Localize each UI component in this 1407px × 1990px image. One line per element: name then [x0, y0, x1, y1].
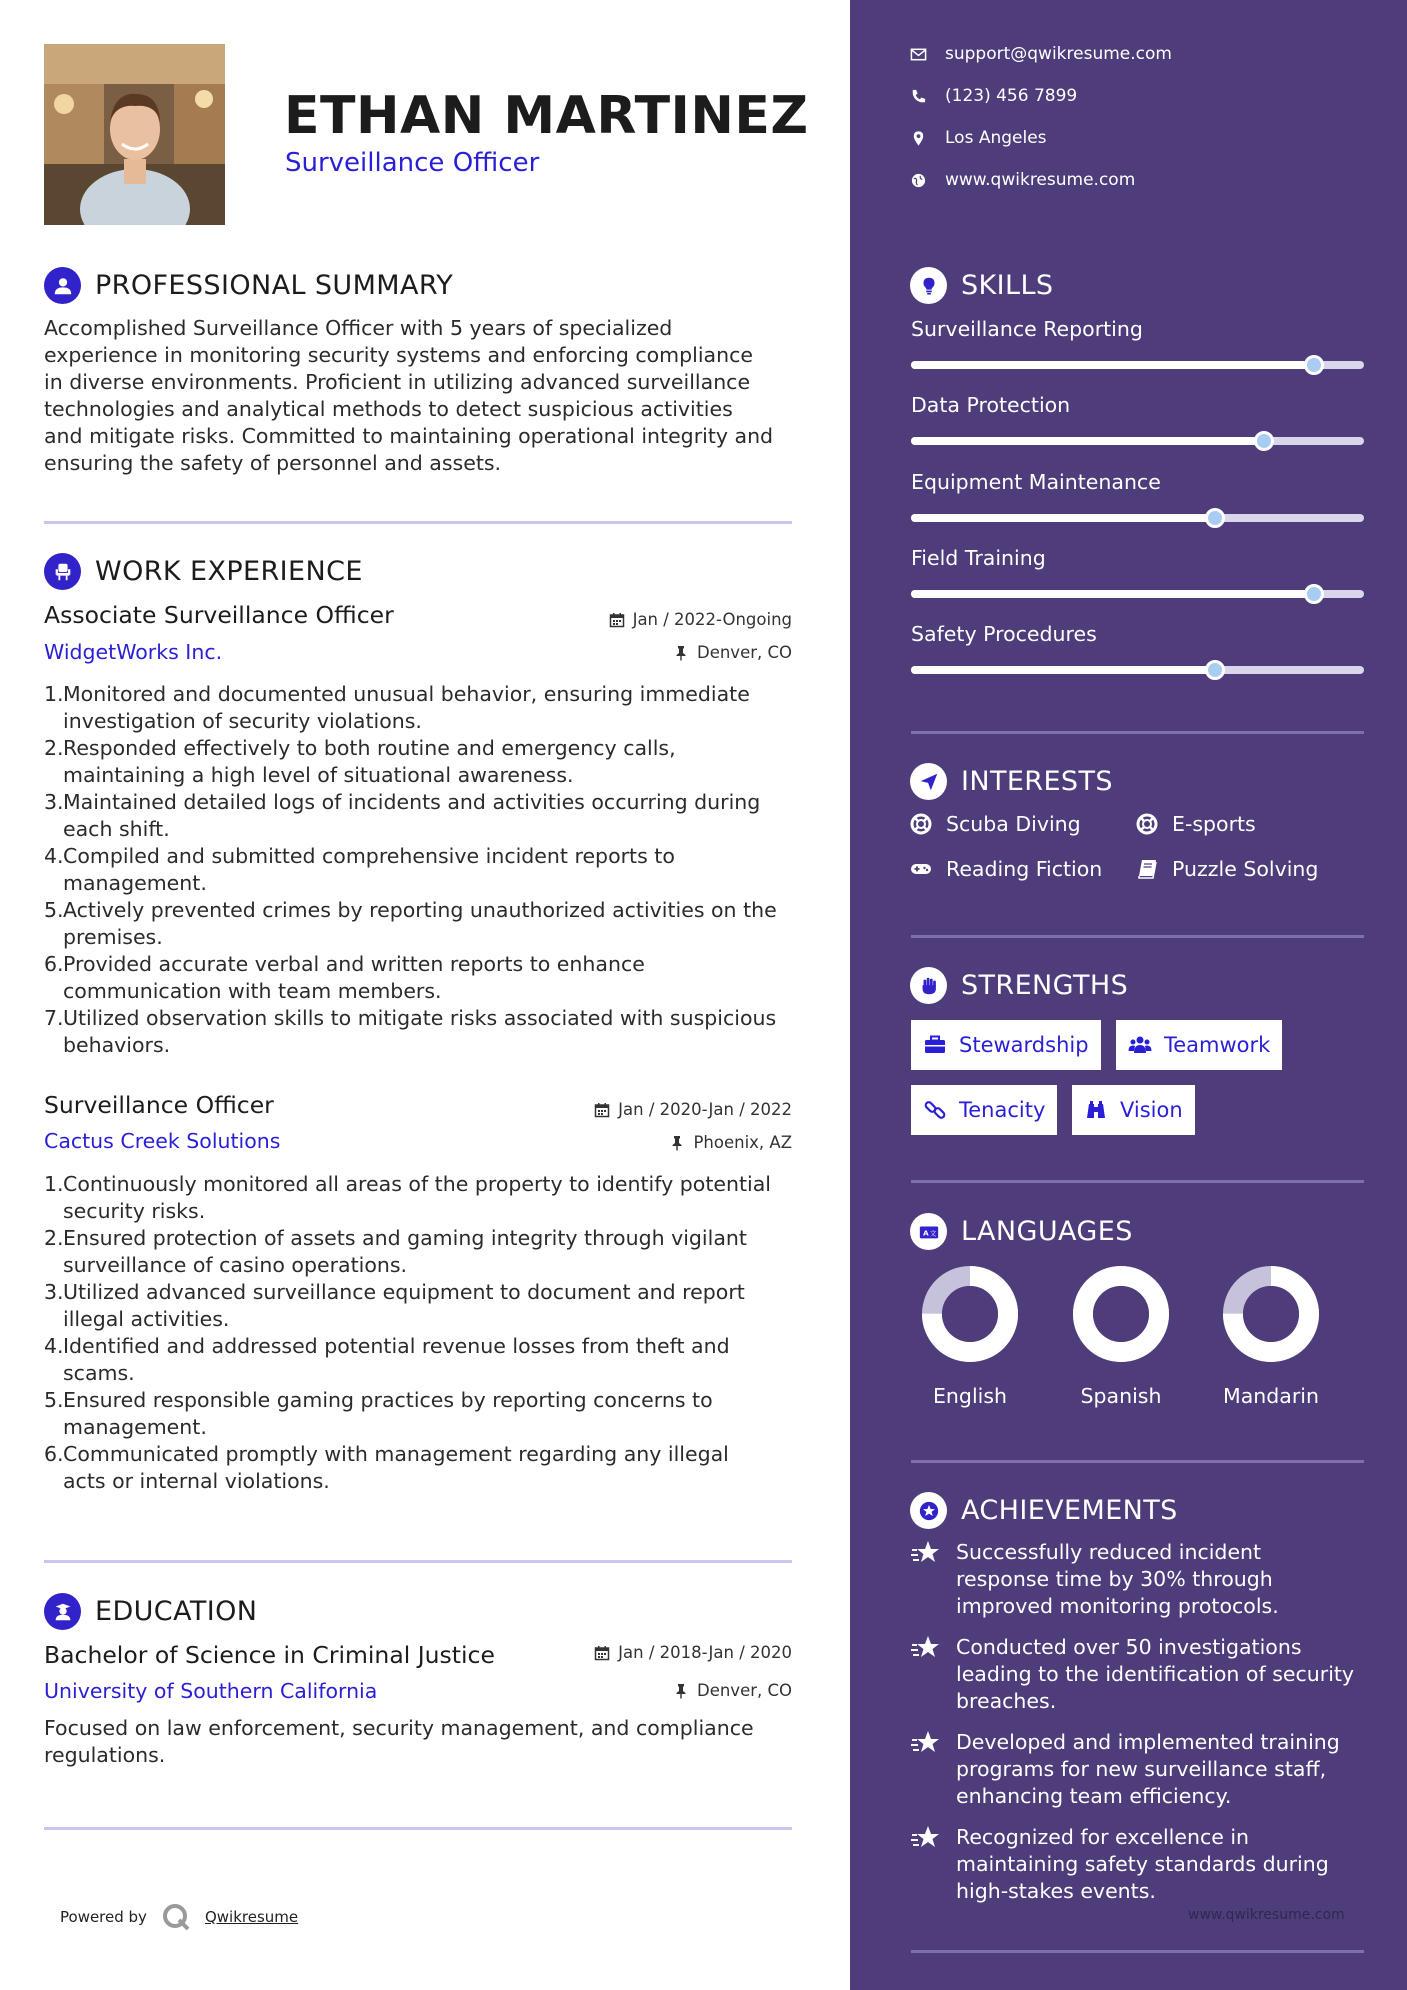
education-dates: Jan / 2018-Jan / 2020 [594, 1643, 792, 1662]
skill-bar [911, 361, 1364, 369]
powered-by: Powered by Qwikresume [60, 1902, 298, 1932]
skill-bar [911, 437, 1364, 445]
achievement-item: Conducted over 50 investigations leading to the identification of security breaches. [910, 1634, 1370, 1715]
job-title: Surveillance Officer [44, 1091, 274, 1119]
section-divider [44, 1560, 792, 1563]
list-item: 6. Provided accurate verbal and written reports to enhance communication with team members. [44, 952, 645, 1003]
language-donut [1073, 1266, 1169, 1362]
education-description: Focused on law enforcement, security management, and compliance regulations. [44, 1716, 754, 1767]
section-divider [44, 521, 792, 524]
star-icon [910, 1632, 942, 1664]
lightbulb-icon [910, 267, 947, 304]
interests-heading: INTERESTS [910, 763, 1113, 800]
company-name: Cactus Creek Solutions [44, 1129, 281, 1153]
skill-bar-fill [911, 514, 1215, 522]
education-heading: EDUCATION [44, 1593, 257, 1630]
strength-badge: Tenacity [911, 1085, 1057, 1135]
list-item: 2. Ensured protection of assets and gaming integrity through vigilant surveillance of casino operations. [44, 1226, 747, 1277]
sidebar-divider [911, 1460, 1364, 1463]
job-duties [44, 1171, 800, 1495]
fist-icon [910, 967, 947, 1004]
list-item: 5. Ensured responsible gaming practices by reporting concerns to management. [44, 1388, 713, 1439]
candidate-name: ETHAN MARTINEZ [284, 86, 809, 146]
star-icon [910, 1727, 942, 1759]
list-item: 3. Maintained detailed logs of incidents and activities occurring during each shift. [44, 790, 761, 841]
list-item: 1. Continuously monitored all areas of the property to identify potential security risks. [44, 1172, 771, 1223]
life-ring-icon [1136, 813, 1158, 835]
skill-bar-knob [1205, 660, 1225, 680]
list-item: 4. Compiled and submitted comprehensive incident reports to management. [44, 844, 675, 895]
chair-icon [44, 553, 81, 590]
list-item: 3. Utilized advanced surveillance equipment to document and report illegal activities. [44, 1280, 745, 1331]
qwikresume-logo-icon [161, 1902, 191, 1932]
job-location: Denver, CO [673, 643, 792, 662]
interest-item: Puzzle Solving [1136, 857, 1318, 881]
translate-icon [910, 1213, 947, 1250]
user-icon [44, 267, 81, 304]
star-icon [910, 1537, 942, 1569]
profile-photo [44, 44, 225, 225]
book-icon [1136, 858, 1158, 880]
degree-title: Bachelor of Science in Criminal Justice [44, 1641, 495, 1669]
sidebar-divider [911, 935, 1364, 938]
pin-icon [669, 1135, 685, 1151]
pin-icon [673, 645, 689, 661]
achievement-item: Developed and implemented training programs for new surveillance staff, enhancing team efficiency. [910, 1729, 1370, 1810]
skills-heading: SKILLS [910, 267, 1053, 304]
list-item: 2. Responded effectively to both routine and emergency calls, maintaining a high level of situational awareness. [44, 736, 676, 787]
strength-badge: Stewardship [911, 1020, 1101, 1070]
graduate-icon [44, 1593, 81, 1630]
interest-item: Scuba Diving [910, 812, 1081, 836]
contact-phone[interactable]: (123) 456 7899 [910, 86, 1077, 106]
skill-bar-fill [911, 361, 1314, 369]
life-ring-icon [910, 813, 932, 835]
skill-bar [911, 590, 1364, 598]
education-location: Denver, CO [673, 1681, 792, 1700]
section-divider [44, 1827, 792, 1830]
calendar-icon [594, 1645, 610, 1661]
envelope-icon [910, 46, 927, 63]
skill-bar-fill [911, 666, 1215, 674]
skill-bar [911, 514, 1364, 522]
team-icon [1128, 1033, 1152, 1057]
job-dates: Jan / 2020-Jan / 2022 [594, 1100, 792, 1119]
sidebar-divider [911, 1180, 1364, 1183]
interest-item: E-sports [1136, 812, 1256, 836]
skill-label: Surveillance Reporting [911, 317, 1143, 341]
skill-bar-fill [911, 437, 1264, 445]
qwikresume-link[interactable]: Qwikresume [204, 1908, 299, 1926]
languages-heading: A 文 LANGUAGES [910, 1213, 1133, 1250]
skill-bar-knob [1205, 508, 1225, 528]
sidebar-divider [911, 1950, 1364, 1953]
achievement-item: Successfully reduced incident response time by 30% through improved monitoring protocols. [910, 1539, 1370, 1620]
language-item: Spanish [1056, 1266, 1186, 1408]
globe-icon [910, 172, 927, 189]
company-name: WidgetWorks Inc. [44, 640, 223, 664]
sidebar-divider [911, 731, 1364, 734]
list-item: 1. Monitored and documented unusual behavior, ensuring immediate investigation of security violations. [44, 682, 750, 733]
contact-email[interactable]: support@qwikresume.com [910, 44, 1172, 64]
skill-label: Equipment Maintenance [911, 470, 1161, 494]
binoculars-icon [1084, 1098, 1108, 1122]
language-item: English [905, 1266, 1035, 1408]
star-icon [910, 1822, 942, 1854]
experience-heading: WORK EXPERIENCE [44, 553, 363, 590]
achievements-heading: ACHIEVEMENTS [910, 1492, 1178, 1529]
list-item: 6. Communicated promptly with management regarding any illegal acts or internal violations. [44, 1442, 729, 1493]
skill-bar-fill [911, 590, 1314, 598]
school-name: University of Southern California [44, 1679, 378, 1703]
job-duties [44, 681, 800, 1059]
language-item: Mandarin [1206, 1266, 1336, 1408]
svg-text:文: 文 [929, 1229, 936, 1238]
strength-badge: Teamwork [1116, 1020, 1282, 1070]
paper-plane-icon [910, 763, 947, 800]
skill-label: Safety Procedures [911, 622, 1097, 646]
phone-icon [910, 88, 927, 105]
gamepad-icon [910, 858, 932, 880]
summary-text: Accomplished Surveillance Officer with 5 years of specialized experience in monitoring security systems and enforcing compliance in diverse environments. Proficient in utilizing advanced surveillance technologies and analytical methods to detect suspicious activities and mitigate risks. Committed to maintaining operational integrity and ensuring the safety of personnel and assets. [44, 316, 774, 475]
achievement-item: Recognized for excellence in maintaining safety standards during high-stakes events. [910, 1824, 1370, 1905]
calendar-icon [594, 1102, 610, 1118]
skill-label: Field Training [911, 546, 1046, 570]
briefcase-icon [923, 1033, 947, 1057]
skill-bar [911, 666, 1364, 674]
footer-url: www.qwikresume.com [1188, 1907, 1345, 1923]
calendar-icon [609, 612, 625, 628]
list-item: 5. Actively prevented crimes by reporting unauthorized activities on the premises. [44, 898, 777, 949]
contact-website[interactable]: www.qwikresume.com [910, 170, 1135, 190]
strength-badge: Vision [1072, 1085, 1195, 1135]
strengths-heading: STRENGTHS [910, 967, 1128, 1004]
pin-icon [673, 1683, 689, 1699]
link-icon [923, 1098, 947, 1122]
language-donut [922, 1266, 1018, 1362]
list-item: 7. Utilized observation skills to mitigate risks associated with suspicious behaviors. [44, 1006, 777, 1057]
list-item: 4. Identified and addressed potential revenue losses from theft and scams. [44, 1334, 730, 1385]
star-badge-icon [910, 1492, 947, 1529]
job-dates: Jan / 2022-Ongoing [609, 610, 792, 629]
candidate-role: Surveillance Officer [285, 148, 540, 178]
svg-text:A: A [922, 1228, 929, 1238]
job-title: Associate Surveillance Officer [44, 601, 394, 629]
contact-location: Los Angeles [910, 128, 1047, 148]
location-pin-icon [910, 130, 927, 147]
skill-label: Data Protection [911, 393, 1071, 417]
job-location: Phoenix, AZ [669, 1133, 792, 1152]
language-donut [1223, 1266, 1319, 1362]
interest-item: Reading Fiction [910, 857, 1102, 881]
summary-heading: PROFESSIONAL SUMMARY [44, 267, 453, 304]
